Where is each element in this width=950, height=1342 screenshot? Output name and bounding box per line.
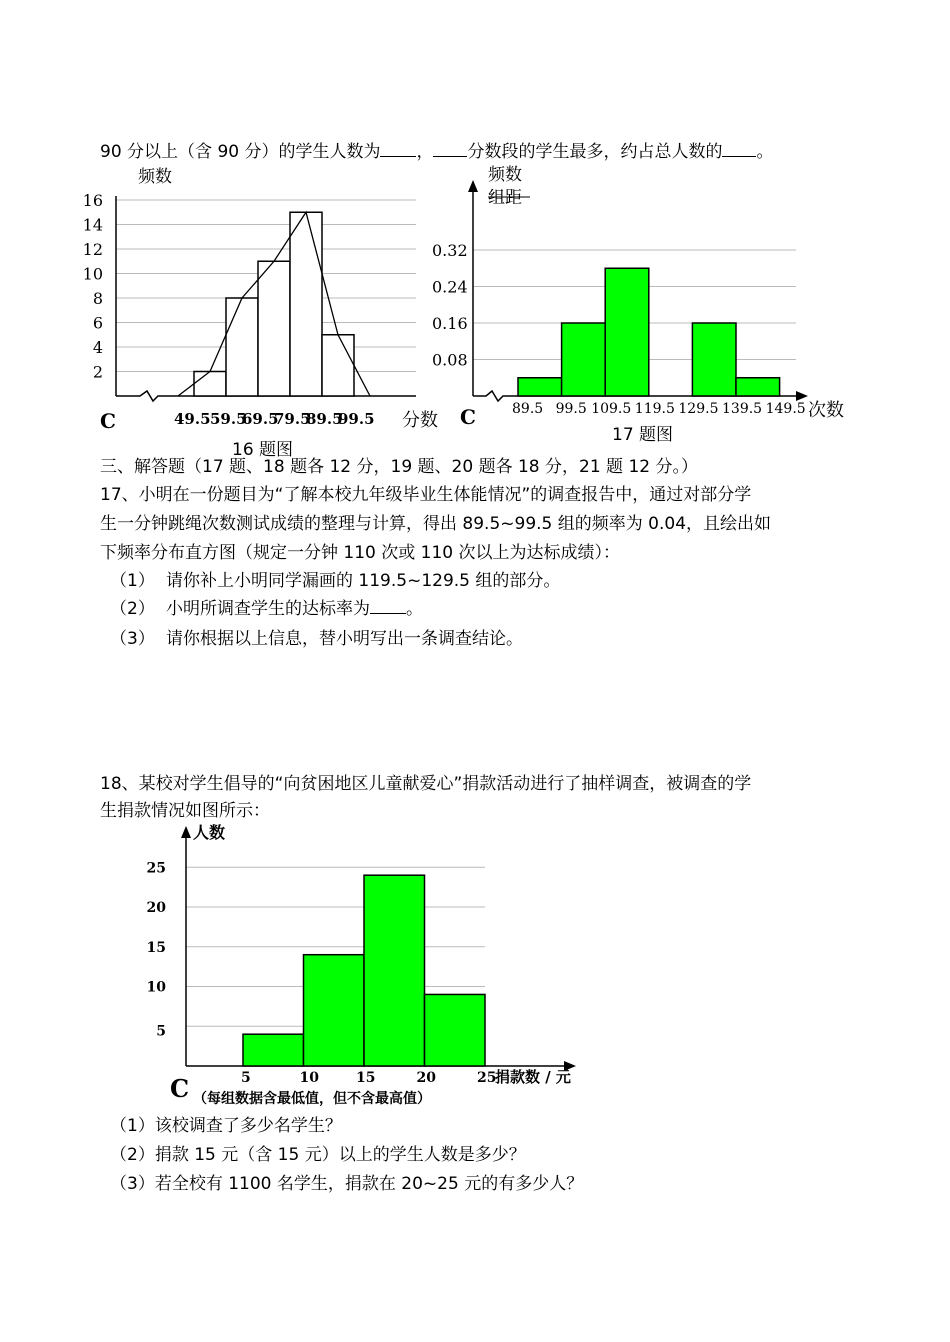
histogram-bar [290, 212, 322, 396]
q17-sub-item-2-num: （2） [110, 599, 155, 619]
x-tick-label: 5 [241, 1070, 251, 1086]
y-tick-label: 6 [92, 313, 103, 333]
section-heading: 三、解答题（17 题、18 题各 12 分，19 题、20 题各 18 分，21 题 12 分。） [100, 457, 698, 477]
histogram-bar [304, 955, 365, 1066]
chart-17-caption: 17 题图 [612, 425, 674, 445]
q17-text-line-2: 生一分钟跳绳次数测试成绩的整理与计算，得出 89.5~99.5 组的频率为 0.04，且绘出如 [100, 514, 772, 534]
y-tick-label: 15 [146, 939, 166, 956]
histogram-bar [243, 1034, 304, 1066]
histogram-bar [425, 994, 486, 1066]
q17-answer-blank[interactable] [370, 597, 406, 614]
q17-sub-item-3-text: 请你根据以上信息，替小明写出一条调查结论。 [166, 629, 523, 649]
q17-sub-item-2 [110, 597, 423, 620]
q17-sub-item-2-text: 小明所调查学生的达标率为 [166, 599, 370, 619]
x-tick-label: 89.5 [306, 410, 343, 428]
x-tick-label: 109.5 [591, 401, 632, 417]
q18-text-line-2: 生捐款情况如图所示： [100, 801, 270, 821]
y-axis-label: 人数 [193, 823, 226, 842]
x-tick-label: 119.5 [634, 401, 675, 417]
q16-line-pre: 90 分以上（含 90 分）的学生人数为 [100, 142, 381, 162]
chart-17 [432, 165, 844, 429]
x-axis-arrow [796, 391, 808, 401]
y-tick-label: 14 [82, 215, 103, 235]
x-tick-label: 49.5 [174, 410, 211, 428]
y-tick-label: 4 [92, 338, 103, 357]
chart-16-caption: 16 题图 [232, 440, 294, 460]
y-tick-label: 5 [156, 1023, 166, 1040]
chart-note: （每组数据含最低值，但不含最高值） [193, 1091, 431, 1107]
q17-sub-item-2-tail: 。 [406, 599, 423, 619]
y-tick-label: 8 [92, 289, 103, 308]
x-tick-label: 15 [356, 1070, 376, 1086]
x-axis-label: 分数 [402, 410, 438, 431]
histogram-bar [605, 268, 649, 396]
y-tick-label: 10 [82, 264, 103, 284]
q17-sub-item-3 [110, 628, 523, 650]
y-tick-label: 0.08 [432, 350, 468, 370]
q18-question-1: （1）该校调查了多少名学生？ [110, 1116, 342, 1136]
x-tick-label: 89.5 [512, 401, 544, 417]
x-tick-label: 149.5 [765, 401, 806, 417]
q16-line-post: 分数段的学生最多，约占总人数的 [467, 142, 723, 162]
y-tick-label: 12 [82, 240, 103, 259]
y-tick-label: 0.24 [432, 277, 468, 297]
x-tick-label: 139.5 [722, 401, 763, 417]
histogram-bar [322, 335, 354, 396]
x-tick-label: 79.5 [274, 410, 311, 428]
q17-text-line-1: 17、小明在一份题目为“了解本校九年级毕业生体能情况”的调查报告中，通过对部分学 [100, 485, 752, 505]
q18-text-line-1: 18、某校对学生倡导的“向贫困地区儿童献爱心”捐款活动进行了抽样调查，被调查的学 [100, 774, 752, 794]
q17-sub-item-1-num: （1） [110, 571, 155, 591]
q16-line-mid: ， [416, 142, 434, 162]
histogram-bar [518, 378, 562, 396]
histogram-bar [562, 323, 606, 396]
y-tick-label: 2 [92, 362, 103, 382]
x-tick-label: 25 [477, 1070, 497, 1086]
q17-sub-item-1 [110, 570, 560, 592]
x-tick-label: 10 [299, 1070, 319, 1086]
y-tick-label: 16 [82, 191, 103, 210]
origin-label: C [460, 405, 476, 429]
x-tick-label: 20 [416, 1070, 436, 1086]
q17-text-line-3: 下频率分布直方图（规定一分钟 110 次或 110 次以上为达标成绩）： [100, 543, 621, 563]
q17-sub-item-3-num: （3） [110, 629, 155, 649]
x-axis-label: 捐款数 / 元 [495, 1068, 571, 1086]
histogram-bar [226, 298, 258, 396]
chart-18 [147, 823, 576, 1107]
x-tick-label: 99.5 [338, 410, 375, 428]
y-axis-label: 频数 [138, 167, 172, 187]
x-axis-label: 次数 [808, 400, 844, 421]
histogram-bar [736, 378, 780, 396]
q18-question-3: （3）若全校有 1100 名学生，捐款在 20~25 元的有多少人？ [110, 1174, 584, 1194]
y-tick-label: 0.16 [432, 314, 468, 333]
y-axis-arrow [468, 180, 478, 192]
histogram-bar [364, 875, 425, 1066]
q18-question-2: （2）捐款 15 元（含 15 元）以上的学生人数是多少？ [110, 1145, 526, 1165]
y-tick-label: 10 [146, 979, 166, 996]
y-axis-arrow [181, 826, 191, 838]
q17-sub-item-1-text: 请你补上小明同学漏画的 119.5~129.5 组的部分。 [166, 571, 561, 591]
y-axis-label: 频数 [488, 165, 522, 185]
histogram-bar [194, 372, 226, 397]
histogram-bar [692, 323, 736, 396]
x-tick-label: 99.5 [555, 401, 587, 417]
chart-16 [83, 167, 438, 433]
y-axis-label-denominator: 组距 [488, 188, 522, 208]
x-tick-label: 129.5 [678, 401, 719, 417]
x-tick-label: 59.5 [210, 410, 247, 428]
histogram-bar [258, 261, 290, 396]
origin-label: C [170, 1074, 190, 1103]
y-tick-label: 20 [146, 900, 166, 916]
q16-line-end: 。 [756, 142, 774, 162]
y-tick-label: 25 [146, 860, 166, 877]
y-tick-label: 0.32 [432, 241, 468, 260]
x-tick-label: 69.5 [242, 410, 279, 428]
origin-label: C [100, 409, 116, 433]
